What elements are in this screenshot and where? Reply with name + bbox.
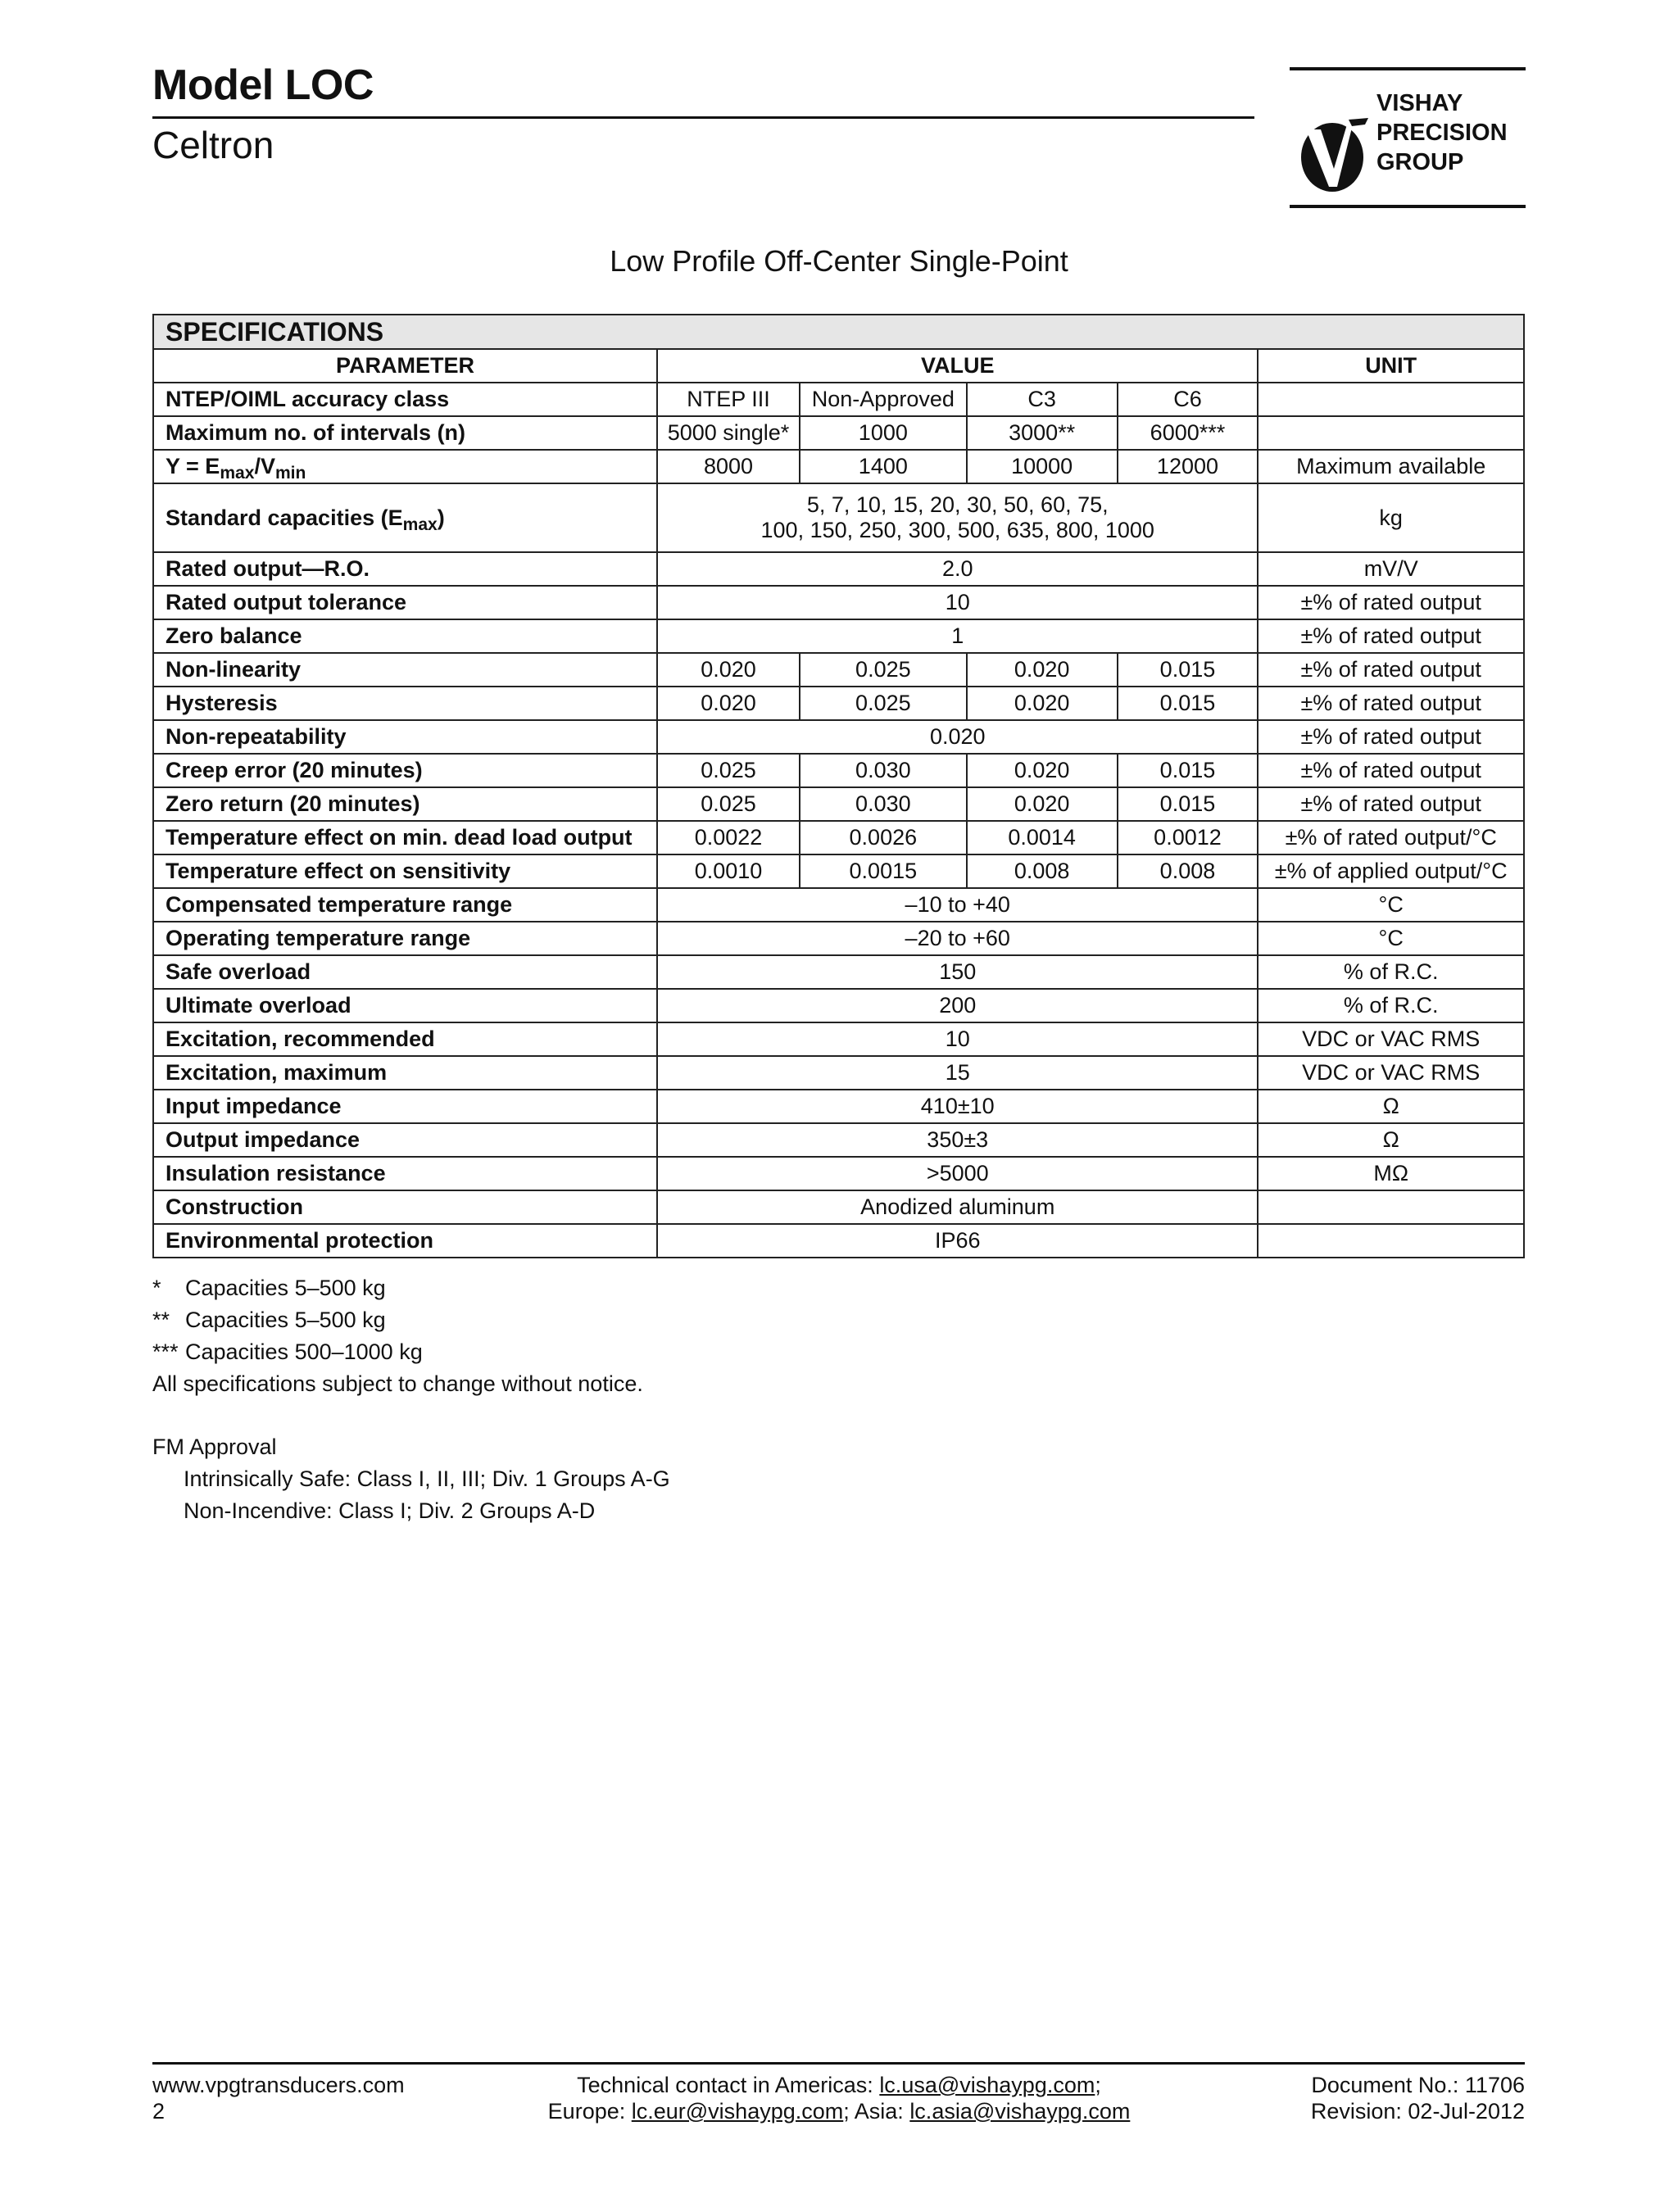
- capacities-line-1: 5, 7, 10, 15, 20, 30, 50, 60, 75,: [806, 492, 1109, 517]
- table-row: [153, 619, 1524, 653]
- logo-line-precision: PRECISION: [1376, 120, 1508, 146]
- unit-cell: ±% of rated output: [1258, 619, 1524, 653]
- footnote-2: [152, 1304, 643, 1336]
- param-cell: Construction: [153, 1190, 657, 1224]
- unit-cell: VDC or VAC RMS: [1258, 1056, 1524, 1090]
- capacities-line-2: 100, 150, 250, 300, 500, 635, 800, 1000: [760, 518, 1154, 542]
- param-text: Standard capacities (E: [166, 505, 403, 530]
- table-row: [153, 1190, 1524, 1224]
- table-row: [153, 450, 1524, 483]
- value-cell: C6: [1118, 383, 1258, 416]
- value-cell: 0.030: [800, 787, 967, 821]
- param-cell: Environmental protection: [153, 1224, 657, 1258]
- table-row: [153, 854, 1524, 888]
- footnote-text: Capacities 5–500 kg: [185, 1308, 386, 1332]
- value-cell: [657, 483, 1258, 552]
- param-cell: NTEP/OIML accuracy class: [153, 383, 657, 416]
- value-cell: 12000: [1118, 450, 1258, 483]
- value-cell: Non-Approved: [800, 383, 967, 416]
- value-cell: 10: [657, 586, 1258, 619]
- contact-separator: ;: [1095, 2073, 1101, 2097]
- value-cell: 0.025: [657, 754, 800, 787]
- value-cell: 0.0014: [967, 821, 1118, 854]
- value-cell: 150: [657, 955, 1258, 989]
- value-cell: 0.0022: [657, 821, 800, 854]
- footnote-mark: ***: [152, 1339, 179, 1364]
- value-cell: 10000: [967, 450, 1118, 483]
- value-cell: 0.020: [967, 653, 1118, 687]
- value-cell: 0.0026: [800, 821, 967, 854]
- param-cell: Excitation, recommended: [153, 1022, 657, 1056]
- value-cell: 410±10: [657, 1090, 1258, 1123]
- unit-cell: % of R.C.: [1258, 989, 1524, 1022]
- email-link-asia[interactable]: lc.asia@vishaypg.com: [909, 2099, 1131, 2124]
- value-cell: 1400: [800, 450, 967, 483]
- page-number: 2: [152, 2099, 166, 2124]
- value-cell: 1: [657, 619, 1258, 653]
- param-cell: [153, 450, 657, 483]
- param-cell: Non-linearity: [153, 653, 657, 687]
- footnote-mark: **: [152, 1308, 170, 1332]
- fm-intrinsically-safe: Intrinsically Safe: Class I, II, III; Div. 1 Groups A-G: [184, 1466, 670, 1491]
- param-cell: Excitation, maximum: [153, 1056, 657, 1090]
- footer-website[interactable]: www.vpgtransducers.com: [152, 2073, 405, 2097]
- footnote-3: [152, 1336, 643, 1368]
- table-row: [153, 888, 1524, 922]
- unit-cell: Ω: [1258, 1090, 1524, 1123]
- value-cell: –10 to +40: [657, 888, 1258, 922]
- value-cell: NTEP III: [657, 383, 800, 416]
- column-header-unit: UNIT: [1258, 349, 1524, 383]
- footnote-text: Capacities 5–500 kg: [185, 1276, 386, 1300]
- unit-cell: ±% of rated output: [1258, 754, 1524, 787]
- param-subscript: max: [220, 463, 255, 483]
- table-row: [153, 720, 1524, 754]
- table-header-row: [153, 349, 1524, 383]
- title-divider: [152, 116, 1254, 119]
- unit-cell: ±% of rated output: [1258, 720, 1524, 754]
- unit-cell: [1258, 383, 1524, 416]
- param-cell: Temperature effect on min. dead load output: [153, 821, 657, 854]
- value-cell: 0.0012: [1118, 821, 1258, 854]
- unit-cell: ±% of rated output: [1258, 687, 1524, 720]
- unit-cell: mV/V: [1258, 552, 1524, 586]
- email-link-europe[interactable]: lc.eur@vishaypg.com: [631, 2099, 844, 2124]
- param-cell: [153, 483, 657, 552]
- footnote-text: Capacities 500–1000 kg: [185, 1339, 423, 1364]
- param-cell: Output impedance: [153, 1123, 657, 1157]
- unit-cell: [1258, 1190, 1524, 1224]
- logo-line-vishay: VISHAY: [1376, 90, 1463, 116]
- unit-cell: °C: [1258, 888, 1524, 922]
- table-row: [153, 383, 1524, 416]
- table-row: [153, 1123, 1524, 1157]
- param-cell: Temperature effect on sensitivity: [153, 854, 657, 888]
- specifications-table: [152, 314, 1525, 1258]
- value-cell: 0.015: [1118, 787, 1258, 821]
- table-row: [153, 989, 1524, 1022]
- unit-cell: Maximum available: [1258, 450, 1524, 483]
- value-cell: 8000: [657, 450, 800, 483]
- value-cell: 5000 single*: [657, 416, 800, 450]
- footnote-1: [152, 1272, 643, 1304]
- fm-approval: [152, 1431, 670, 1527]
- value-cell: 0.025: [800, 687, 967, 720]
- unit-cell: ±% of rated output: [1258, 787, 1524, 821]
- table-row: [153, 483, 1524, 552]
- fm-approval-title: FM Approval: [152, 1435, 277, 1459]
- value-cell: 0.020: [657, 720, 1258, 754]
- param-cell: Zero return (20 minutes): [153, 787, 657, 821]
- unit-cell: ±% of rated output/°C: [1258, 821, 1524, 854]
- unit-cell: VDC or VAC RMS: [1258, 1022, 1524, 1056]
- column-header-parameter: PARAMETER: [153, 349, 657, 383]
- unit-cell: Ω: [1258, 1123, 1524, 1157]
- param-cell: Creep error (20 minutes): [153, 754, 657, 787]
- value-cell: 0.015: [1118, 754, 1258, 787]
- email-link-usa[interactable]: lc.usa@vishaypg.com: [879, 2073, 1095, 2097]
- param-cell: Hysteresis: [153, 687, 657, 720]
- table-row: [153, 787, 1524, 821]
- value-cell: Anodized aluminum: [657, 1190, 1258, 1224]
- column-header-value: VALUE: [657, 349, 1258, 383]
- table-row: [153, 1157, 1524, 1190]
- param-cell: Compensated temperature range: [153, 888, 657, 922]
- table-row: [153, 955, 1524, 989]
- unit-cell: % of R.C.: [1258, 955, 1524, 989]
- value-cell: 0.025: [800, 653, 967, 687]
- table-row: [153, 687, 1524, 720]
- param-cell: Safe overload: [153, 955, 657, 989]
- table-row: [153, 1056, 1524, 1090]
- table-row: [153, 416, 1524, 450]
- value-cell: 1000: [800, 416, 967, 450]
- table-row: [153, 821, 1524, 854]
- table-band-row: [153, 315, 1524, 349]
- contact-prefix: Technical contact in Americas:: [577, 2073, 880, 2097]
- param-cell: Maximum no. of intervals (n): [153, 416, 657, 450]
- table-row: [153, 1022, 1524, 1056]
- fm-non-incendive: Non-Incendive: Class I; Div. 2 Groups A-D: [184, 1498, 596, 1523]
- param-cell: Ultimate overload: [153, 989, 657, 1022]
- value-cell: 3000**: [967, 416, 1118, 450]
- value-cell: 0.015: [1118, 653, 1258, 687]
- disclaimer: All specifications subject to change without notice.: [152, 1371, 643, 1396]
- unit-cell: [1258, 1224, 1524, 1258]
- table-row: [153, 922, 1524, 955]
- param-cell: Insulation resistance: [153, 1157, 657, 1190]
- document-heading: Low Profile Off-Center Single-Point: [610, 244, 1068, 278]
- param-subscript: min: [274, 463, 306, 483]
- param-cell: Rated output tolerance: [153, 586, 657, 619]
- unit-cell: ±% of applied output/°C: [1258, 854, 1524, 888]
- value-cell: 0.015: [1118, 687, 1258, 720]
- footnote-mark: *: [152, 1276, 161, 1300]
- param-text: Y = E: [166, 454, 220, 478]
- revision-date: Revision: 02-Jul-2012: [1310, 2099, 1525, 2124]
- value-cell: 0.020: [657, 687, 800, 720]
- value-cell: 0.025: [657, 787, 800, 821]
- unit-cell: kg: [1258, 483, 1524, 552]
- value-cell: 0.020: [657, 653, 800, 687]
- value-cell: IP66: [657, 1224, 1258, 1258]
- footer-divider: [152, 2062, 1525, 2065]
- value-cell: 0.020: [967, 687, 1118, 720]
- page-title: Model LOC: [152, 61, 374, 109]
- param-cell: Zero balance: [153, 619, 657, 653]
- unit-cell: ±% of rated output: [1258, 586, 1524, 619]
- value-cell: 200: [657, 989, 1258, 1022]
- page-subtitle: Celtron: [152, 124, 274, 166]
- table-row: [153, 653, 1524, 687]
- value-cell: >5000: [657, 1157, 1258, 1190]
- value-cell: 6000***: [1118, 416, 1258, 450]
- value-cell: 350±3: [657, 1123, 1258, 1157]
- param-cell: Operating temperature range: [153, 922, 657, 955]
- table-row: [153, 552, 1524, 586]
- table-row: [153, 754, 1524, 787]
- value-cell: 0.020: [967, 754, 1118, 787]
- vpg-logo-icon: [1299, 118, 1368, 193]
- value-cell: 10: [657, 1022, 1258, 1056]
- vpg-logo: [1290, 67, 1526, 208]
- unit-cell: ±% of rated output: [1258, 653, 1524, 687]
- param-cell: Rated output—R.O.: [153, 552, 657, 586]
- value-cell: 0.030: [800, 754, 967, 787]
- footnotes: [152, 1272, 643, 1400]
- param-text: /V: [254, 454, 275, 478]
- vpg-logo-text: [1376, 88, 1508, 177]
- param-cell: Non-repeatability: [153, 720, 657, 754]
- value-cell: 15: [657, 1056, 1258, 1090]
- value-cell: 0.008: [1118, 854, 1258, 888]
- document-number: Document No.: 11706: [1311, 2073, 1525, 2097]
- table-row: [153, 1090, 1524, 1123]
- unit-cell: MΩ: [1258, 1157, 1524, 1190]
- param-subscript: max: [402, 514, 438, 534]
- table-row: [153, 1224, 1524, 1258]
- value-cell: 0.020: [967, 787, 1118, 821]
- value-cell: –20 to +60: [657, 922, 1258, 955]
- value-cell: 0.0010: [657, 854, 800, 888]
- specifications-band: SPECIFICATIONS: [153, 315, 1524, 349]
- value-cell: 0.0015: [800, 854, 967, 888]
- unit-cell: °C: [1258, 922, 1524, 955]
- param-cell: Input impedance: [153, 1090, 657, 1123]
- logo-line-group: GROUP: [1376, 149, 1464, 175]
- table-row: [153, 586, 1524, 619]
- value-cell: 0.008: [967, 854, 1118, 888]
- param-text: ): [437, 505, 445, 530]
- europe-prefix: Europe:: [547, 2099, 632, 2124]
- value-cell: 2.0: [657, 552, 1258, 586]
- value-cell: C3: [967, 383, 1118, 416]
- unit-cell: [1258, 416, 1524, 450]
- footer-right: [1311, 2072, 1525, 2124]
- asia-prefix: ; Asia:: [843, 2099, 910, 2124]
